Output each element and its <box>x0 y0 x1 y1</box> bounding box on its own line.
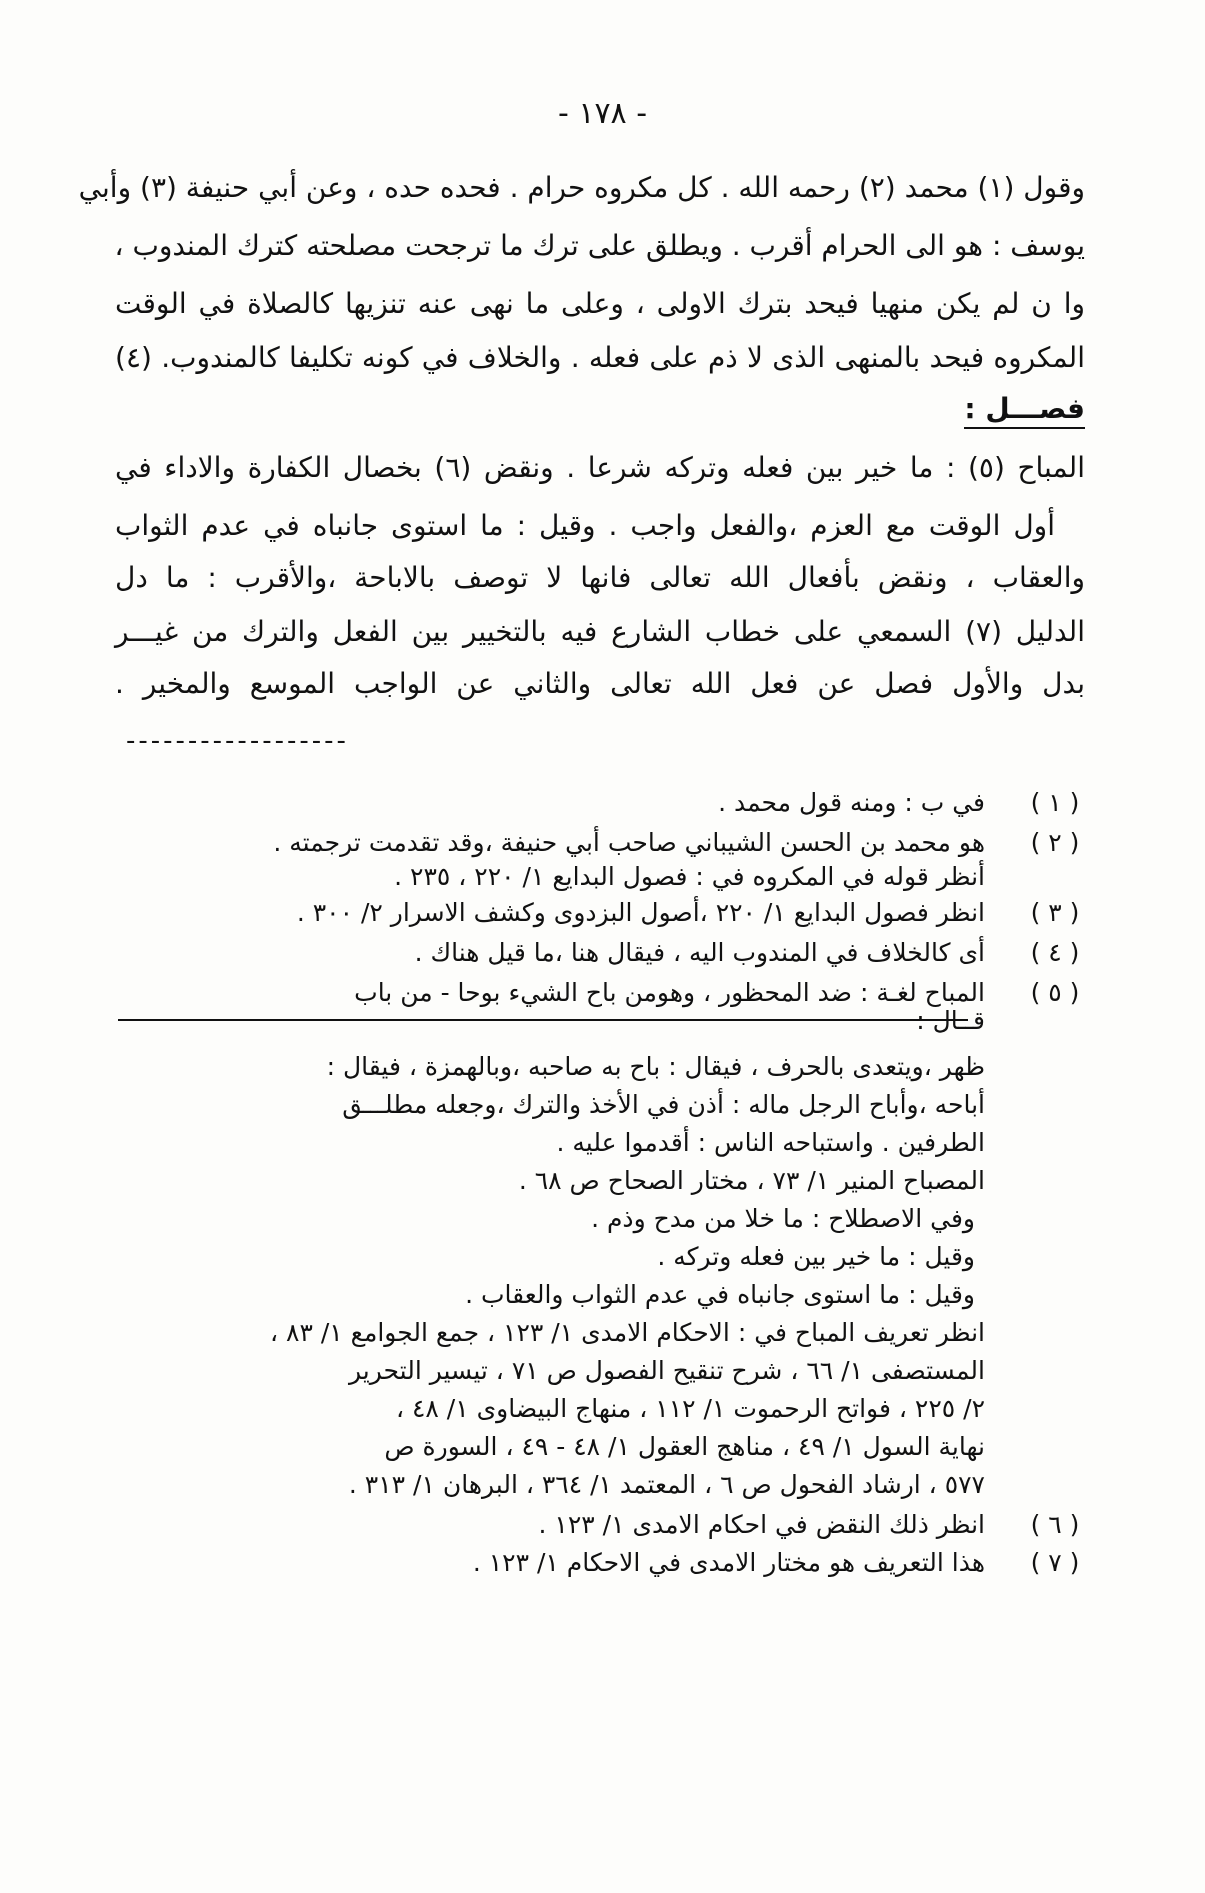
body-line-3: وا ن لم يكن منهيا فيحد بترك الاولى ، وعلى ما نهى عنه تنزيها كالصلاة في الوقت <box>115 287 1085 320</box>
footnote-5-line: المصباح المنير ١/ ٧٣ ، مختار الصحاح ص ٦٨ . <box>518 1166 985 1195</box>
footnote-5-line: المستصفى ١/ ٦٦ ، شرح تنقيح الفصول ص ٧١ ، تيسير التحرير <box>348 1356 985 1385</box>
footnote-text: في ب : ومنه قول محمد . <box>718 788 985 817</box>
footnote-text: هذا التعريف هو مختار الامدى في الاحكام ١/ ١٢٣ . <box>472 1548 985 1577</box>
page-number: - ١٧٨ - <box>557 96 648 131</box>
section-line-1: المباح (٥) : ما خير بين فعله وتركه شرعا . ونقض (٦) بخصال الكفارة والاداء في <box>115 451 1085 484</box>
footnote-number: ( ٣ ) <box>1030 898 1080 927</box>
footnote-5-line: أباحه ،وأباح الرجل ماله : أذن في الأخذ والترك ،وجعله مطلـــق <box>342 1090 985 1119</box>
footnote-5-line: وقيل : ما خير بين فعله وتركه . <box>657 1242 975 1271</box>
footnote-5-line: وقيل : ما استوى جانباه في عدم الثواب والعقاب . <box>465 1280 975 1309</box>
footnote-number: ( ٦ ) <box>1030 1510 1080 1539</box>
footnote-5-line: نهاية السول ١/ ٤٩ ، مناهج العقول ١/ ٤٨ - ٤٩ ، السورة ص <box>384 1432 985 1461</box>
section-line-4: الدليل (٧) السمعي على خطاب الشارع فيه بالتخيير بين الفعل والترك من غيـــر <box>115 615 1085 648</box>
footnote-number: ( ٤ ) <box>1030 938 1080 967</box>
footnote-5-line: ظهر ،ويتعدى بالحرف ، فيقال : باح به صاحبه ،وبالهمزة ، فيقال : <box>326 1052 985 1081</box>
section-heading: فصـــل : <box>964 392 1085 429</box>
section-line-3: والعقاب ، ونقض بأفعال الله تعالى فانها لا توصف بالاباحة ،والأقرب : ما دل <box>115 561 1085 594</box>
body-line-4: المكروه فيحد بالمنهى الذى لا ذم على فعله . والخلاف في كونه تكليفا كالمندوب. (٤) <box>115 341 1085 374</box>
footnote-5-line: ٥٧٧ ، ارشاد الفحول ص ٦ ، المعتمد ١/ ٣٦٤ ، البرهان ١/ ٣١٣ . <box>348 1470 985 1499</box>
footnote-text: انظر فصول البدايع ١/ ٢٢٠ ،أصول البزدوى وكشف الاسرار ٢/ ٣٠٠ . <box>296 898 985 927</box>
section-line-2: أول الوقت مع العزم ،والفعل واجب . وقيل : ما استوى جانباه في عدم الثواب <box>115 509 1055 542</box>
footnote-5-line: قــال : <box>916 1006 985 1035</box>
body-line-1: وقول (١) محمد (٢) رحمه الله . كل مكروه حرام . فحده حده ، وعن أبي حنيفة (٣) وأبي <box>78 171 1085 204</box>
footnote-separator: ------------------ <box>126 726 349 756</box>
footnote-number: ( ٢ ) <box>1030 828 1080 857</box>
footnote-text: هو محمد بن الحسن الشيباني صاحب أبي حنيفة ،وقد تقدمت ترجمته . <box>273 828 985 857</box>
footnote-text: أنظر قوله في المكروه في : فصول البدايع ١/ ٢٢٠ ، ٢٣٥ . <box>394 862 985 891</box>
footnote-5-line: ٢/ ٢٢٥ ، فواتح الرحموت ١/ ١١٢ ، منهاج البيضاوى ١/ ٤٨ ، <box>395 1394 985 1423</box>
footnote-number: ( ٥ ) <box>1030 978 1080 1007</box>
footnote-5-line: وفي الاصطلاح : ما خلا من مدح وذم . <box>591 1204 975 1233</box>
footnote-5-line: الطرفين . واستباحه الناس : أقدموا عليه . <box>556 1128 985 1157</box>
footnote-5-line: انظر تعريف المباح في : الاحكام الامدى ١/ ١٢٣ ، جمع الجوامع ١/ ٨٣ ، <box>270 1318 985 1347</box>
body-line-2: يوسف : هو الى الحرام أقرب . ويطلق على ترك ما ترجحت مصلحته كترك المندوب ، <box>114 229 1085 262</box>
footnote-text: انظر ذلك النقض في احكام الامدى ١/ ١٢٣ . <box>538 1510 985 1539</box>
section-line-5: بدل والأول فصل عن فعل الله تعالى والثاني عن الواجب الموسع والمخير . <box>115 667 1085 700</box>
footnote-number: ( ٧ ) <box>1030 1548 1080 1577</box>
footnote-text: أى كالخلاف في المندوب اليه ، فيقال هنا ،ما قيل هناك . <box>414 938 985 967</box>
footnote-text: المباح لغـة : ضد المحظور ، وهومن باح الشيء بوحا - من باب <box>354 978 985 1007</box>
footnote-number: ( ١ ) <box>1030 788 1080 817</box>
footnote-rule <box>118 1019 968 1021</box>
